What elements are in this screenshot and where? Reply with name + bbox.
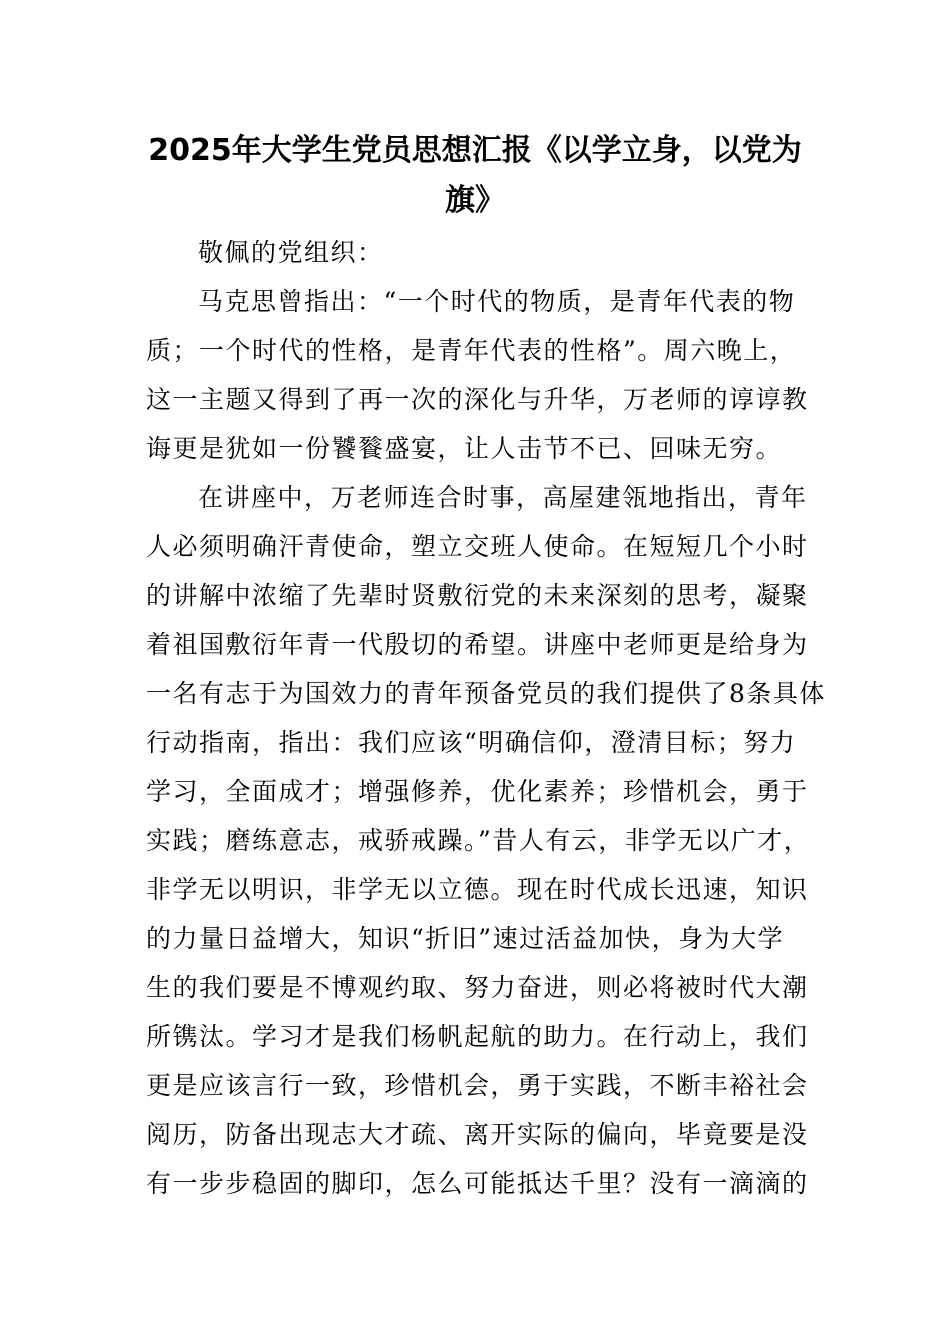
paragraph-line: 更是应该言行一致，珍惜机会，勇于实践，不断丰裕社会 xyxy=(146,1071,809,1100)
paragraph-line: 诲更是犹如一份饕餮盛宴，让人击节不已、回味无穷。 xyxy=(146,434,783,463)
paragraph-line: 学习，全面成才；增强修养，优化素养；珍惜机会，勇于 xyxy=(146,777,809,806)
paragraph-line: 实践；磨练意志，戒骄戒躁。”昔人有云，非学无以广才， xyxy=(146,826,811,855)
paragraph-line: 的讲解中浓缩了先辈时贤敷衍党的未来深刻的思考，凝聚 xyxy=(146,581,809,610)
paragraph-line: 着祖国敷衍年青一代殷切的希望。讲座中老师更是给身为 xyxy=(146,630,809,659)
paragraph-line: 有一步步稳固的脚印，怎么可能抵达千里？没有一滴滴的 xyxy=(146,1169,809,1198)
document-body xyxy=(146,228,826,1208)
paragraph-line: 这一主题又得到了再一次的深化与升华，万老师的谆谆教 xyxy=(146,385,809,414)
paragraph-line: 质；一个时代的性格，是青年代表的性格”。周六晚上， xyxy=(146,336,797,365)
paragraph-line: 生的我们要是不博观约取、努力奋进，则必将被时代大潮 xyxy=(146,973,809,1002)
salutation: 敬佩的党组织： xyxy=(198,238,384,267)
paragraph-line: 行动指南，指出：我们应该“明确信仰，澄清目标；努力 xyxy=(146,728,797,757)
document-title xyxy=(140,126,810,226)
paragraph-line: 人必须明确汗青使命，塑立交班人使命。在短短几个小时 xyxy=(146,532,809,561)
paragraph-line: 马克思曾指出：“一个时代的物质，是青年代表的物 xyxy=(198,287,796,316)
title-line-1: 2025年大学生党员思想汇报《以学立身，以党为 xyxy=(148,133,802,168)
paragraph-1 xyxy=(146,277,816,473)
paragraph-line: 所镌汰。学习才是我们杨帆起航的助力。在行动上，我们 xyxy=(146,1022,809,1051)
paragraph-line: 在讲座中，万老师连合时事，高屋建瓴地指出，青年 xyxy=(198,483,808,512)
paragraph-line: 非学无以明识，非学无以立德。现在时代成长迅速，知识 xyxy=(146,875,809,904)
paragraph-line: 阅历，防备出现志大才疏、离开实际的偏向，毕竟要是没 xyxy=(146,1120,809,1149)
paragraph-line: 的力量日益增大，知识“折旧”速过活益加快，身为大学 xyxy=(146,924,785,953)
paragraph-2 xyxy=(146,473,826,1208)
title-line-2: 旗》 xyxy=(445,183,505,218)
paragraph-line: 一名有志于为国效力的青年预备党员的我们提供了8条具体 xyxy=(146,679,826,708)
